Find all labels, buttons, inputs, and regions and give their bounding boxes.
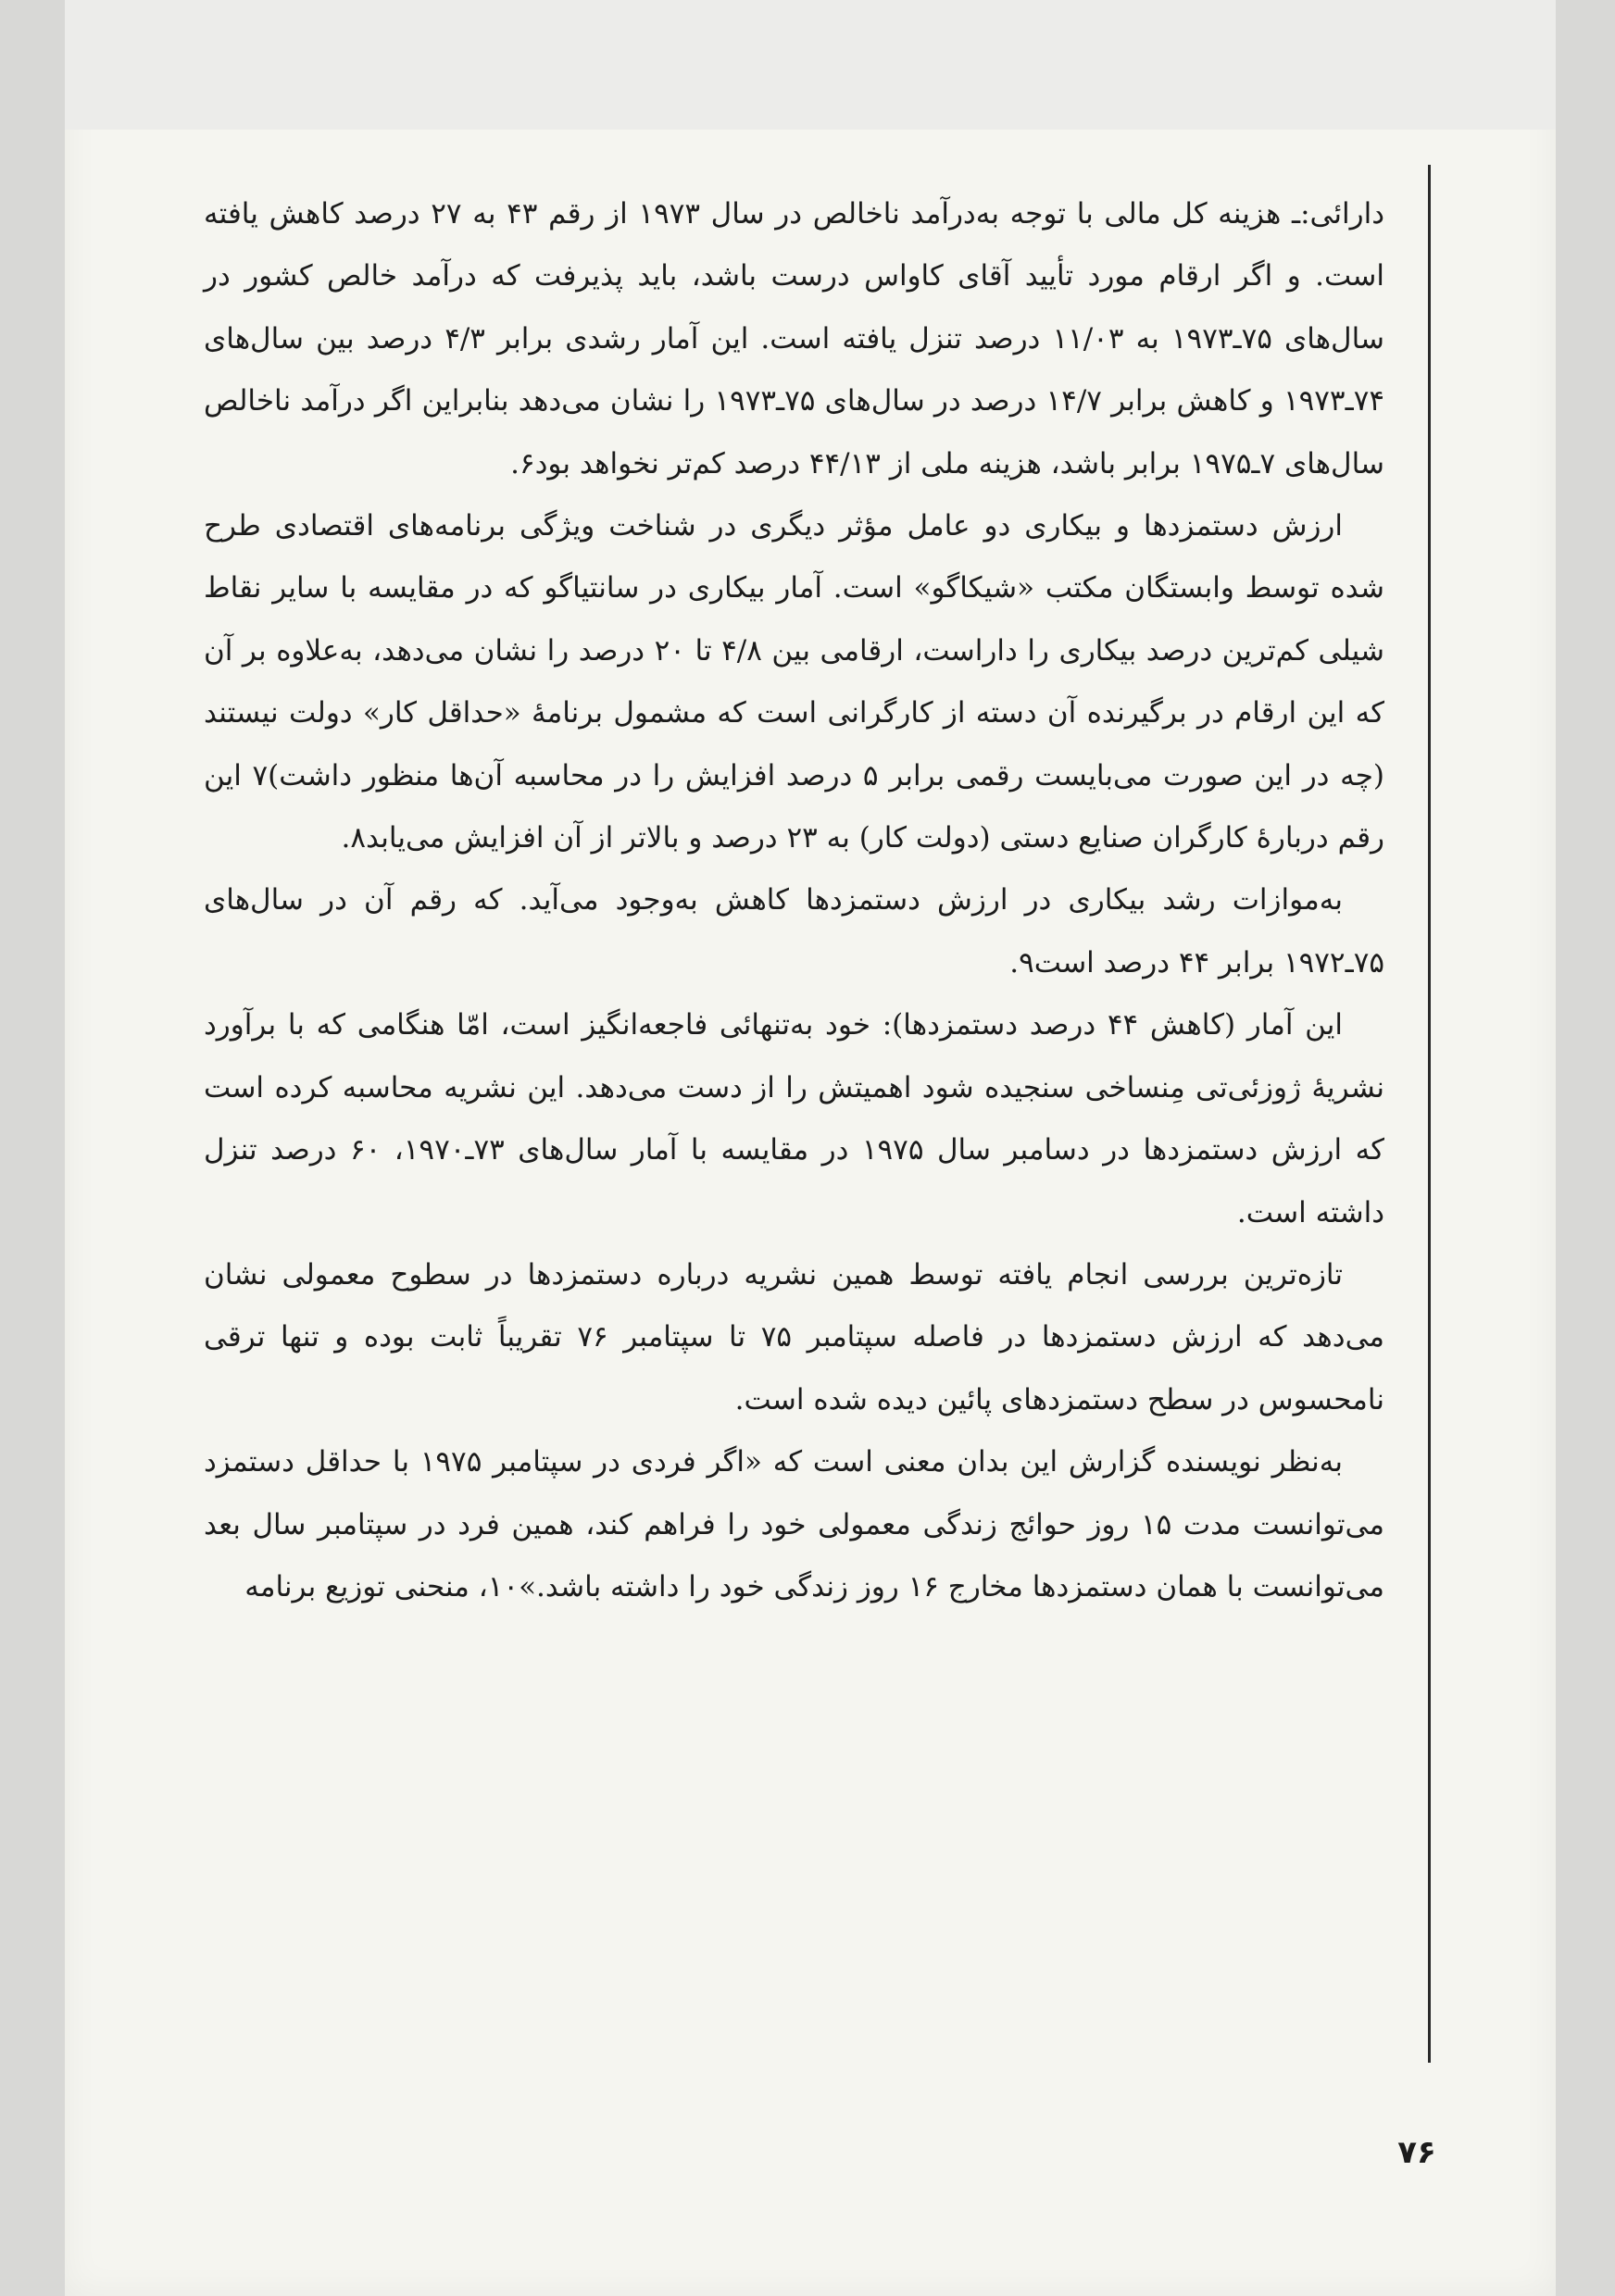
page-number: ۷۶ xyxy=(1397,2134,1436,2171)
paragraph-6: به‌نظر نویسنده گزارش این بدان معنی است که «اگر فردی در سپتامبر ۱۹۷۵ با حداقل دستمزد می‌توانست مدت ۱۵ روز حوائج زندگی معمولی خود را فراهم کند، همین فرد در سپتامبر سال بعد می‌توانست با همان دستمزدها مخارج ۱۶ روز زندگی خود را داشته باشد.»۱۰، منحنی توزیع برنامه xyxy=(204,1445,1384,1603)
paragraph-2: ارزش دستمزدها و بیکاری دو عامل مؤثر دیگری در شناخت ویژگی برنامه‌های اقتصادی طرح شده توسط وابستگان مکتب «شیکاگو» است. آمار بیکاری در سانتیاگو که در مقایسه با سایر نقاط شیلی کم‌ترین درصد بیکاری را داراست، ارقامی بین ۴/۸ تا ۲۰ درصد را نشان می‌دهد، به‌علاوه بر آن که این ارقام در برگیرنده آن دسته از کارگرانی است که مشمول برنامهٔ «حداقل کار» دولت نیستند (چه در این صورت می‌بایست رقمی برابر ۵ درصد افزایش را در محاسبه آن‌ها منظور داشت)۷ این رقم دربارهٔ کارگران صنایع دستی (دولت کار) به ۲۳ درصد و بالاتر از آن افزایش می‌یابد۸. xyxy=(204,509,1384,855)
body-text xyxy=(204,183,1384,1618)
paragraph-3: به‌موازات رشد بیکاری در ارزش دستمزدها کاهش به‌وجود می‌آید. که رقم آن در سال‌های ۷۵ـ۱۹۷۲ برابر ۴۴ درصد است۹. xyxy=(204,883,1384,980)
paragraph-5: تازه‌ترین بررسی انجام یافته توسط همین نشریه درباره دستمزدها در سطوح معمولی نشان می‌دهد که ارزش دستمزدها در فاصله سپتامبر ۷۵ تا سپتامبر ۷۶ تقریباً ثابت بوده و تنها ترقی نامحسوس در سطح دستمزدهای پائین دیده شده است. xyxy=(204,1257,1385,1416)
paragraph-4: این آمار (کاهش ۴۴ درصد دستمزدها): خود به‌تنهائی فاجعه‌انگیز است، امّا هنگامی که با برآورد نشریهٔ ژوزئی‌تی مِنساخی سنجیده شود اهمیتش را از دست می‌دهد. این نشریه محاسبه کرده است که ارزش دستمزدها در دسامبر سال ۱۹۷۵ در مقایسه با آمار سال‌های ۷۳ـ۱۹۷۰، ۶۰ درصد تنزل داشته است. xyxy=(204,1008,1384,1229)
book-page xyxy=(65,0,1556,2296)
paragraph-1: دارائی:ـ هزینه کل مالی با توجه به‌درآمد ناخالص در سال ۱۹۷۳ از رقم ۴۳ به ۲۷ درصد کاهش یافته است. و اگر ارقام مورد تأیید آقای کاواس درست باشد، باید پذیرفت که درآمد خالص کشور در سال‌های ۷۵ـ۱۹۷۳ به ۱۱/۰۳ درصد تنزل یافته است. این آمار رشدی برابر ۴/۳ درصد بین سال‌های ۷۴ـ۱۹۷۳ و کاهش برابر ۱۴/۷ درصد در سال‌های ۷۵ـ۱۹۷۳ را نشان می‌دهد بنابراین اگر درآمد ناخالص سال‌های ۷ـ۱۹۷۵ برابر باشد، هزینه ملی از ۴۴/۱۳ درصد کم‌تر نخواهد بود۶. xyxy=(204,197,1385,480)
margin-rule xyxy=(1428,165,1431,2063)
top-page-edge xyxy=(65,0,1556,130)
